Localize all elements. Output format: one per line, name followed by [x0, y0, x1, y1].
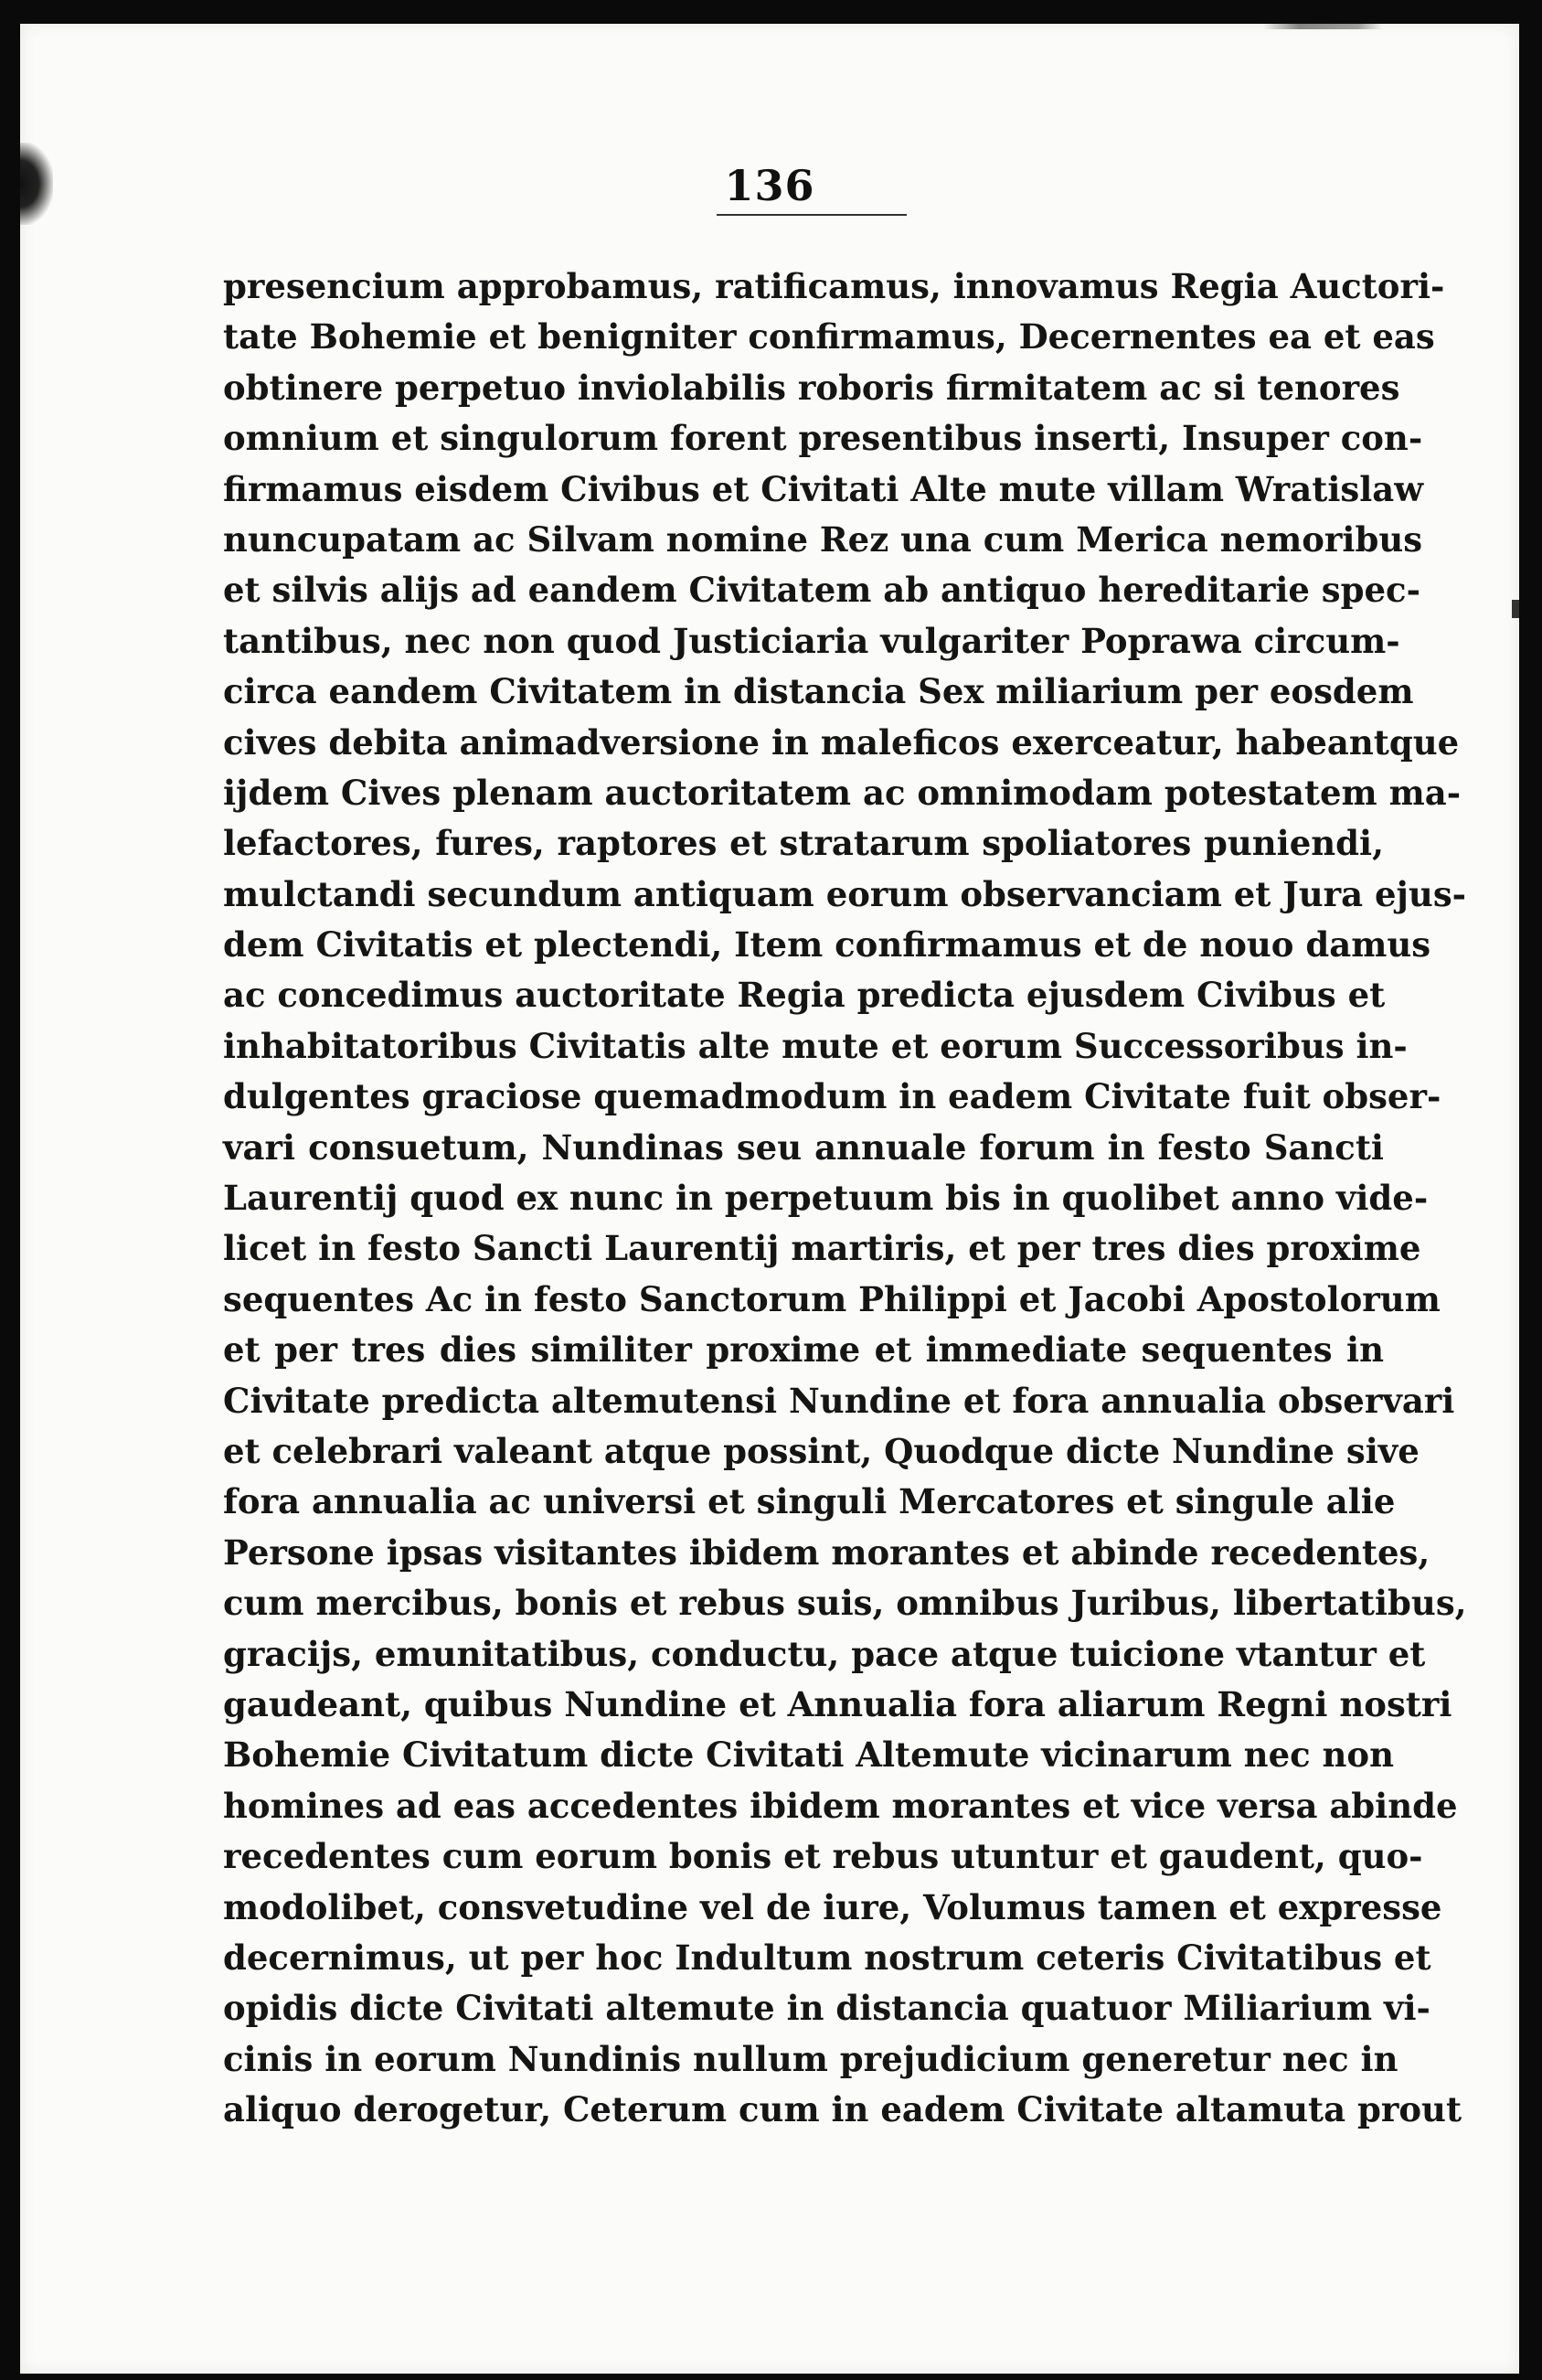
text-line: fora annualia ac universi et singuli Mercatores et singule alie	[223, 1481, 1396, 1522]
text-line: presencium approbamus, ratificamus, innovamus Regia Auctori-	[223, 266, 1445, 306]
text-line: nuncupatam ac Silvam nomine Rez una cum Merica nemoribus	[223, 518, 1423, 560]
text-line: recedentes cum eorum bonis et rebus utuntur et gaudent, quo-	[223, 1836, 1423, 1877]
text-line: et silvis alijs ad eandem Civitatem ab antiquo hereditarie spec-	[223, 570, 1420, 611]
text-line: gaudeant, quibus Nundine et Annualia fora aliarum Regni nostri	[223, 1683, 1452, 1724]
printed-page	[20, 24, 1519, 2374]
text-line: circa eandem Civitatem in distancia Sex miliarium per eosdem	[223, 671, 1414, 712]
text-line: dulgentes graciose quemadmodum in eadem Civitate fuit obser-	[223, 1076, 1441, 1117]
text-line: licet in festo Sancti Laurentij martiris, et per tres dies proxime	[223, 1228, 1421, 1269]
top-edge-smudge	[1263, 24, 1382, 29]
text-line: mulctandi secundum antiquam eorum observanciam et Jura ejus-	[223, 873, 1467, 914]
text-line: ijdem Cives plenam auctoritatem ac omnimodam potestatem ma-	[223, 772, 1462, 813]
right-margin-tick	[1512, 600, 1519, 618]
text-line: tantibus, nec non quod Justiciaria vulgariter Poprawa circum-	[223, 620, 1400, 661]
text-line: Bohemie Civitatum dicte Civitati Altemute vicinarum nec non	[223, 1734, 1395, 1776]
text-line: modolibet, consvetudine vel de iure, Volumus tamen et expresse	[223, 1886, 1442, 1927]
text-line: lefactores, fures, raptores et stratarum spoliatores puniendi,	[223, 823, 1384, 864]
text-line: aliquo derogetur, Ceterum cum in eadem Civitate altamuta prout	[223, 2089, 1462, 2130]
text-line: inhabitatoribus Civitatis alte mute et eorum Successoribus in-	[223, 1025, 1408, 1066]
text-line: sequentes Ac in festo Sanctorum Philippi et Jacobi Apostolorum	[223, 1278, 1441, 1319]
body-text	[223, 261, 1467, 2135]
text-line: dem Civitatis et plectendi, Item confirmamus et de nouo damus	[223, 924, 1431, 966]
text-line: ac concedimus auctoritate Regia predicta ejusdem Civibus et	[223, 975, 1386, 1016]
text-line: gracijs, emunitatibus, conductu, pace atque tuicione vtantur et	[223, 1633, 1426, 1674]
text-line: et per tres dies similiter proxime et immediate sequentes in	[223, 1329, 1384, 1371]
text-line: cinis in eorum Nundinis nullum prejudicium generetur nec in	[223, 2038, 1398, 2079]
text-line: Persone ipsas visitantes ibidem morantes et abinde recedentes,	[223, 1532, 1430, 1573]
text-line: tate Bohemie et benigniter confirmamus, Decernentes ea et eas	[223, 316, 1435, 358]
text-line: cum mercibus, bonis et rebus suis, omnibus Juribus, libertatibus,	[223, 1583, 1467, 1624]
text-line: omnium et singulorum forent presentibus inserti, Insuper con-	[223, 418, 1423, 459]
text-line: vari consuetum, Nundinas seu annuale forum in festo Sancti	[223, 1126, 1384, 1168]
text-line: Laurentij quod ex nunc in perpetuum bis in quolibet anno vide-	[223, 1178, 1429, 1219]
text-line: opidis dicte Civitati altemute in distancia quatuor Miliarium vi-	[223, 1988, 1430, 2029]
page-number: 136	[724, 161, 815, 210]
page-number-underline	[717, 214, 907, 216]
text-line: homines ad eas accedentes ibidem morantes et vice versa abinde	[223, 1785, 1458, 1826]
text-line: decernimus, ut per hoc Indultum nostrum ceteris Civitatibus et	[223, 1937, 1431, 1978]
text-line: et celebrari valeant atque possint, Quodque dicte Nundine sive	[223, 1430, 1420, 1471]
text-line: Civitate predicta altemutensi Nundine et fora annualia observari	[223, 1380, 1455, 1421]
text-line: cives debita animadversione in maleficos exerceatur, habeantque	[223, 721, 1460, 763]
text-line: obtinere perpetuo inviolabilis roboris firmitatem ac si tenores	[223, 367, 1400, 408]
text-line: firmamus eisdem Civibus et Civitati Alte mute villam Wratislaw	[223, 468, 1424, 509]
